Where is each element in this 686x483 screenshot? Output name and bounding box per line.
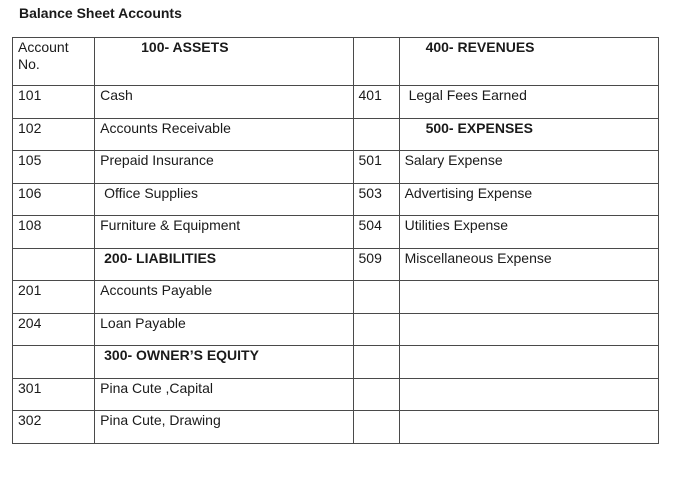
account-name: Advertising Expense <box>399 183 658 216</box>
account-number: 105 <box>13 151 95 184</box>
revenues-heading: 400- REVENUES <box>399 38 658 86</box>
table-row <box>13 346 659 379</box>
account-number: 201 <box>13 281 95 314</box>
account-number: 503 <box>353 183 399 216</box>
empty-header-cell <box>353 38 399 86</box>
account-number <box>353 346 399 379</box>
account-number: 509 <box>353 248 399 281</box>
account-number <box>353 313 399 346</box>
account-number: 401 <box>353 86 399 119</box>
account-number: 101 <box>13 86 95 119</box>
account-number: 102 <box>13 118 95 151</box>
table-row <box>13 216 659 249</box>
account-number <box>353 281 399 314</box>
account-name <box>399 411 658 444</box>
account-name: Salary Expense <box>399 151 658 184</box>
account-number <box>13 346 95 379</box>
account-number: 106 <box>13 183 95 216</box>
assets-heading: 100- ASSETS <box>95 38 353 86</box>
account-name: Prepaid Insurance <box>95 151 353 184</box>
account-number <box>353 378 399 411</box>
account-name <box>399 313 658 346</box>
account-name: Pina Cute ,Capital <box>95 378 353 411</box>
table-row <box>13 183 659 216</box>
table-row <box>13 118 659 151</box>
owners-equity-heading: 300- OWNER’S EQUITY <box>95 346 353 379</box>
accounts-table <box>12 37 659 444</box>
account-number: 204 <box>13 313 95 346</box>
liabilities-heading: 200- LIABILITIES <box>95 248 353 281</box>
account-name: Accounts Payable <box>95 281 353 314</box>
account-number <box>353 118 399 151</box>
account-name <box>399 346 658 379</box>
table-row <box>13 248 659 281</box>
account-name: Legal Fees Earned <box>399 86 658 119</box>
table-row <box>13 151 659 184</box>
account-name <box>399 281 658 314</box>
account-name: Accounts Receivable <box>95 118 353 151</box>
account-number <box>353 411 399 444</box>
expenses-heading: 500- EXPENSES <box>399 118 658 151</box>
account-number: 302 <box>13 411 95 444</box>
table-row <box>13 378 659 411</box>
account-number: 504 <box>353 216 399 249</box>
table-row <box>13 411 659 444</box>
account-name: Pina Cute, Drawing <box>95 411 353 444</box>
page-title: Balance Sheet Accounts <box>19 5 182 21</box>
account-number: 501 <box>353 151 399 184</box>
account-name: Utilities Expense <box>399 216 658 249</box>
account-name: Furniture & Equipment <box>95 216 353 249</box>
account-number: 108 <box>13 216 95 249</box>
table-row <box>13 86 659 119</box>
account-name: Cash <box>95 86 353 119</box>
account-name: Loan Payable <box>95 313 353 346</box>
table-header-row <box>13 38 659 86</box>
account-name: Miscellaneous Expense <box>399 248 658 281</box>
table-row <box>13 281 659 314</box>
account-name: Office Supplies <box>95 183 353 216</box>
account-number: 301 <box>13 378 95 411</box>
table-row <box>13 313 659 346</box>
account-name <box>399 378 658 411</box>
account-number <box>13 248 95 281</box>
account-no-header: Account No. <box>13 38 95 86</box>
